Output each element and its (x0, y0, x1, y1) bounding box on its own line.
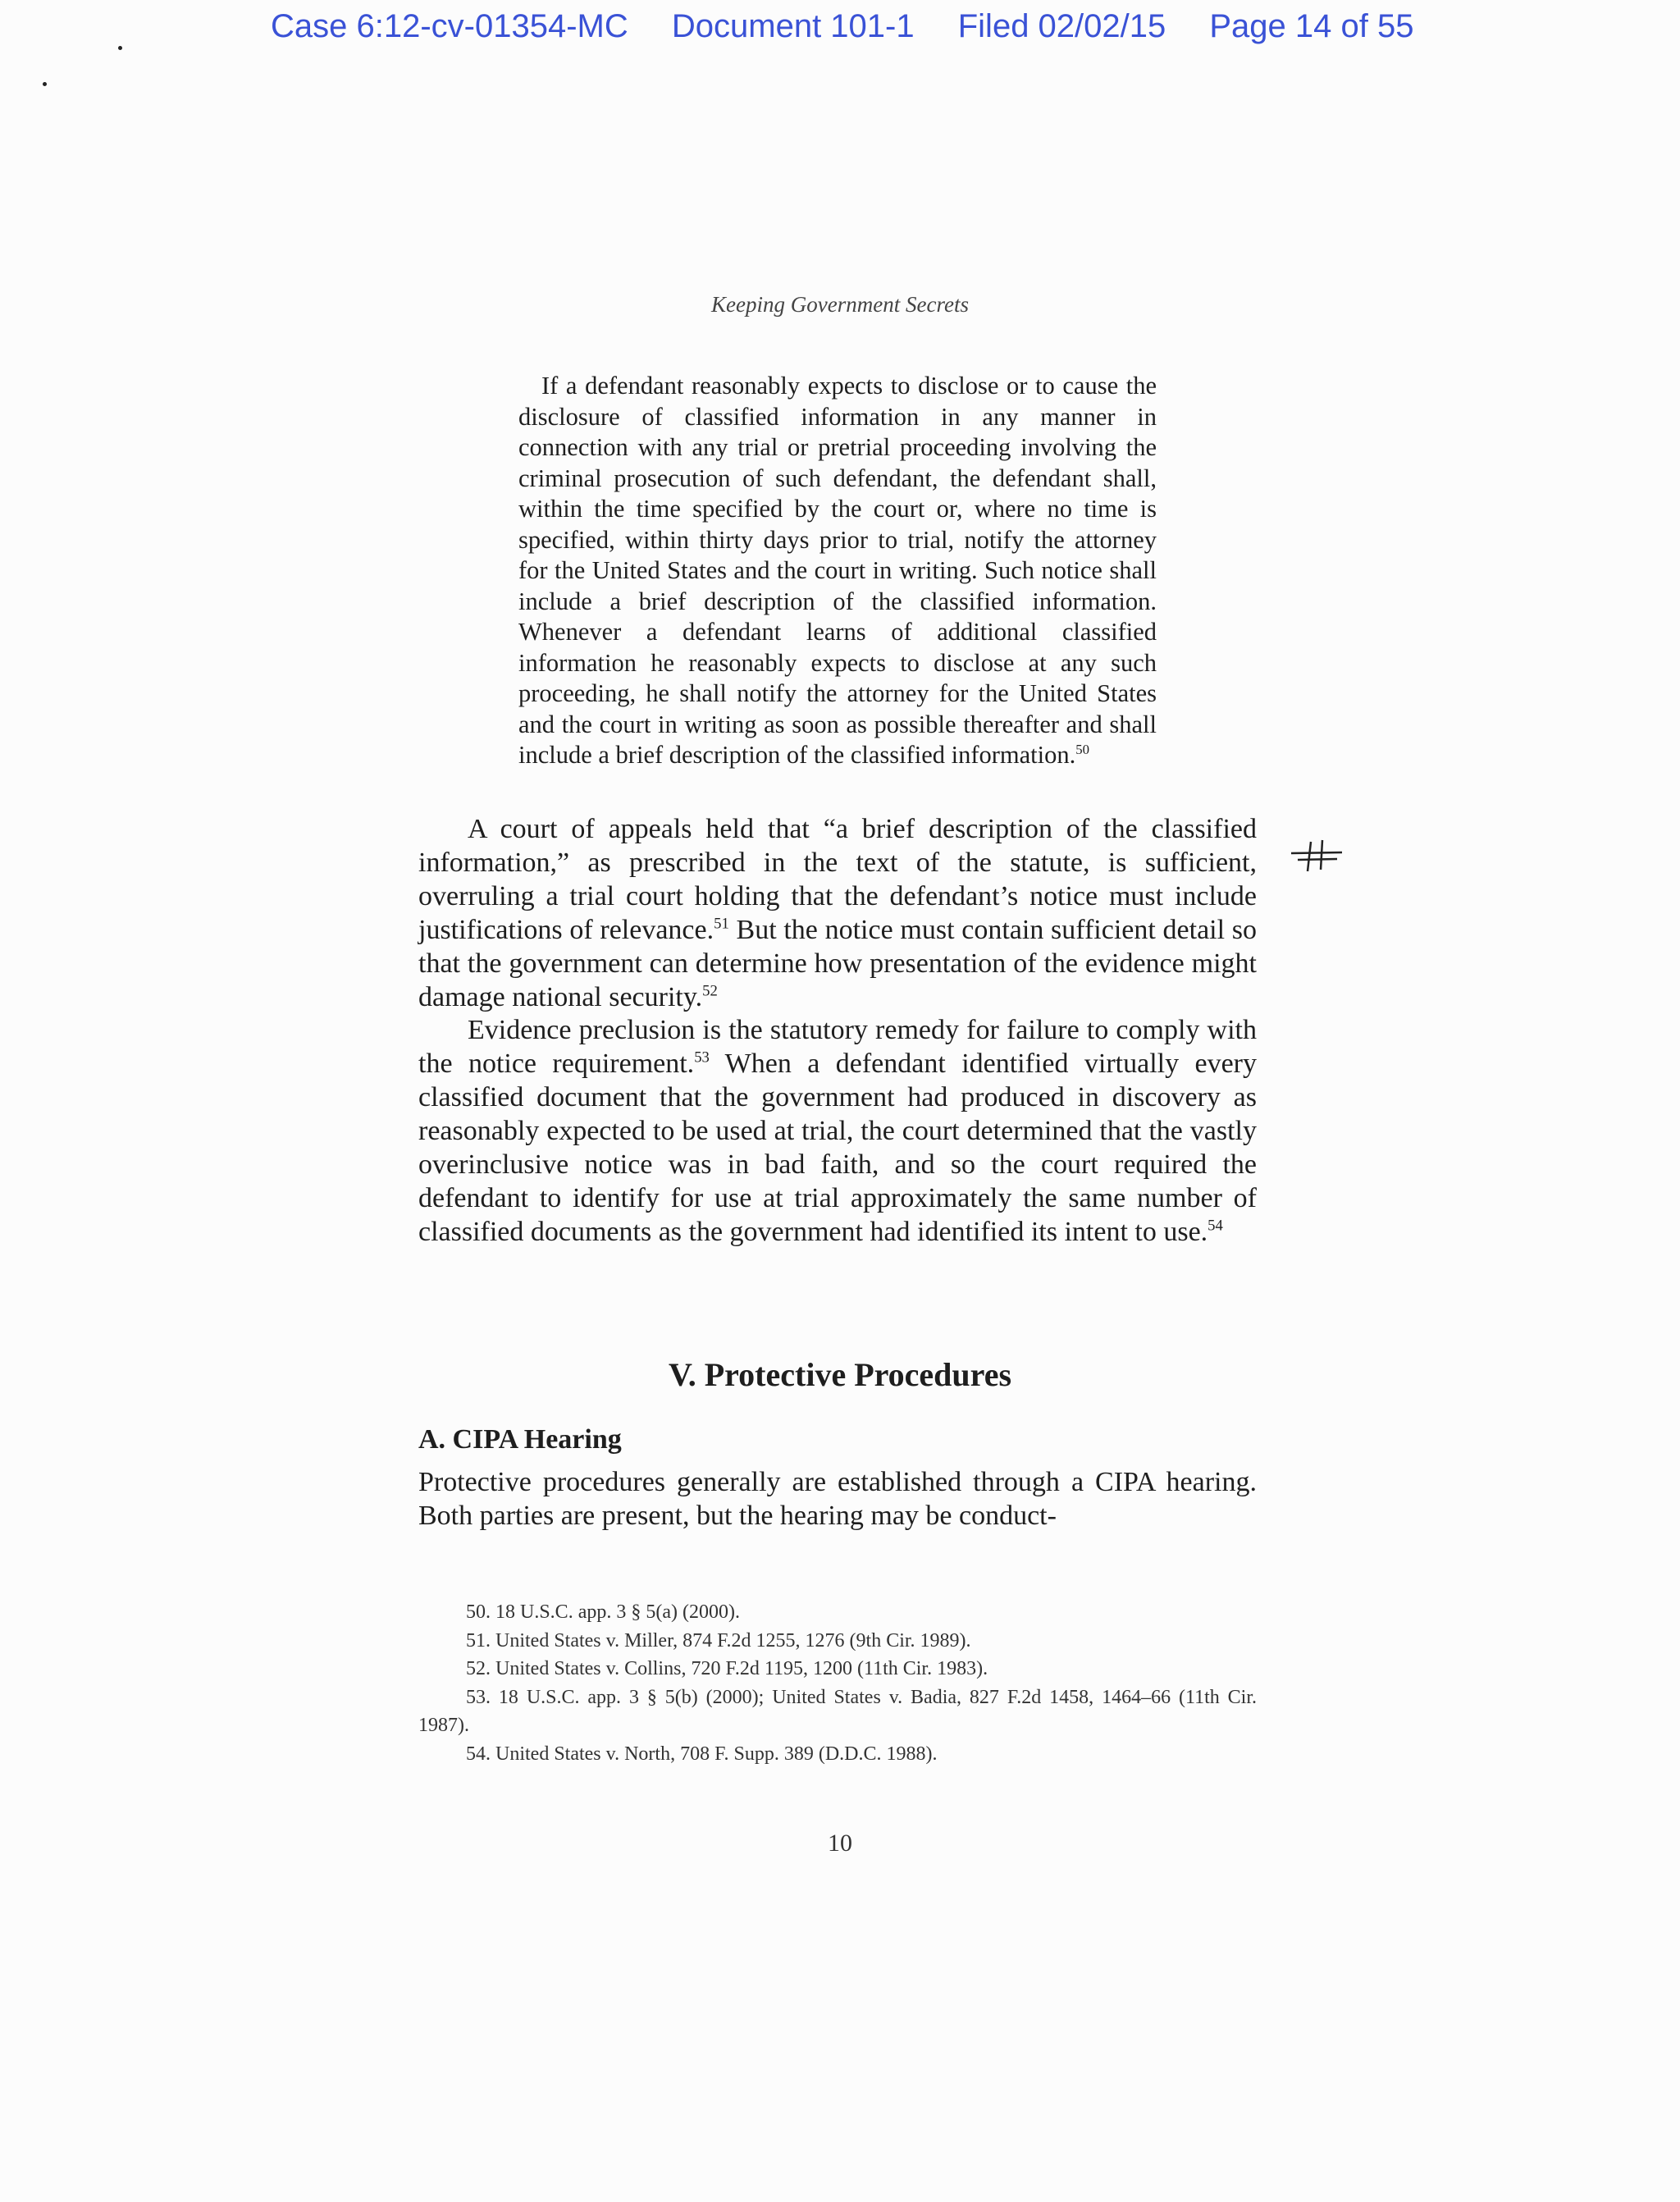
page-of-total: Page 14 of 55 (1209, 8, 1414, 44)
section-heading: V. Protective Procedures (668, 1356, 1012, 1393)
scan-speck (43, 82, 47, 86)
document-number: Document 101-1 (671, 8, 915, 44)
block-quote-text: If a defendant reasonably expects to disclose or to cause the disclosure of classified information in any manner in connection with any trial or pretrial proceeding involving the criminal prosecution of such defendant, the defendant shall, within the time specified by the court or, where no time is specified, within thirty days prior to trial, notify the attorney for the United States and the court in writing. Such notice shall include a brief description of the classified information. Whenever a defendant learns of additional classified information he reasonably expects to disclose at any such proceeding, he shall notify the attorney for the United States and the court in writing as soon as possible thereafter and shall include a brief description of the classified information. (518, 372, 1157, 769)
footnote: 51. United States v. Miller, 874 F.2d 1255, 1276 (9th Cir. 1989). (466, 1629, 971, 1652)
footnote: 50. 18 U.S.C. app. 3 § 5(a) (2000). (466, 1601, 740, 1623)
body-paragraph (418, 1013, 1257, 1249)
footnote-ref: 51 (714, 915, 729, 933)
footnote: 53. 18 U.S.C. app. 3 § 5(b) (2000); United States v. Badia, 827 F.2d 1458, 1464–66 (11th Cir. 1987). (418, 1686, 1257, 1736)
paragraph-text: Evidence preclusion is the statutory remedy for failure to comply with the notice requirement. (418, 1015, 1257, 1079)
footnotes (418, 1598, 1257, 1768)
running-head: Keeping Government Secrets (711, 292, 969, 317)
paragraph-text: A court of appeals held that “a brief description of the classified information,” as prescribed in the text of the statute, is sufficient, overruling a trial court holding that the defendant’s notice must include justifications of relevance. (418, 814, 1257, 945)
page-number: 10 (828, 1830, 852, 1857)
filed-date: Filed 02/02/15 (957, 8, 1166, 44)
footnote-ref: 50 (1075, 741, 1090, 757)
paragraph-text: When a defendant identified virtually every classified document that the government had produced in discovery as reasonably expected to be used at trial, the court determined that the vastly overinclusive notice was in bad faith, and so the court required the defendant to identify for use at trial approximately the same number of classified documents as the government had identified its intent to use. (418, 1048, 1257, 1247)
handwritten-margin-mark (1288, 835, 1345, 876)
footnote-ref: 53 (694, 1048, 710, 1067)
body-paragraph (418, 812, 1257, 1014)
block-quote (518, 371, 1157, 771)
footnote: 52. United States v. Collins, 720 F.2d 1195, 1200 (11th Cir. 1983). (466, 1658, 988, 1679)
case-number: Case 6:12-cv-01354-MC (271, 8, 628, 44)
paragraph-text: But the notice must contain sufficient detail so that the government can determine how presentation of the evidence might damage national security. (418, 915, 1257, 1012)
subsection-heading: A. CIPA Hearing (418, 1424, 622, 1455)
footnote: 54. United States v. North, 708 F. Supp. 389 (D.D.C. 1988). (466, 1743, 938, 1765)
paragraph-text: Protective procedures generally are established through a CIPA hearing. Both parties are present, but the hearing may be conduct- (418, 1467, 1257, 1531)
scan-speck (118, 46, 122, 50)
body-paragraph (418, 1465, 1257, 1533)
footnote-ref: 54 (1208, 1217, 1223, 1235)
ecf-filing-header (271, 8, 1413, 45)
footnote-ref: 52 (702, 982, 718, 1000)
